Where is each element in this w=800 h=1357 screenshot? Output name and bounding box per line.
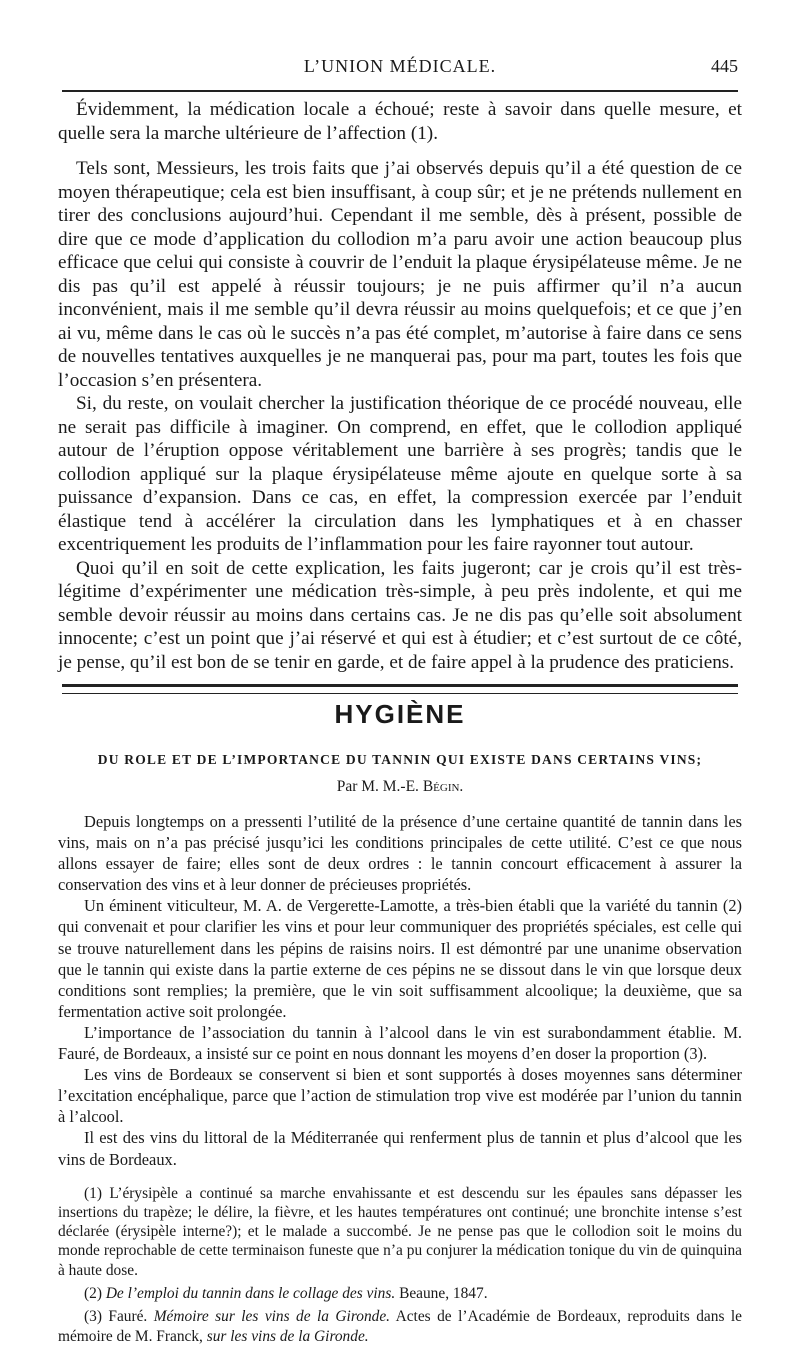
footnote-2 (58, 1284, 742, 1303)
paragraph: Si, du reste, on voulait chercher la justification théorique de ce procédé nouveau, elle ne serait pas difficile à imaginer. On comprend, en effet, que le collodion appliqué autour de l’éruption oppose véritablement une barrière à ses progrès; tandis que le collodion appliqué sur la plaque érysipélateuse même ajoute en quelque sorte à sa puissance d’expansion. Dans ce cas, en effet, la compression exercée par l’enduit élastique tend à accélérer la circulation dans les lymphatiques et à en chasser excentriquement les produits de l’inflammation pour les faire rayonner tout autour. (58, 393, 742, 555)
footnotes (58, 1184, 742, 1346)
intro-text (58, 98, 742, 674)
paragraph: Évidemment, la médication locale a échoué; reste à savoir dans quelle mesure, et quelle sera la marche ultérieure de l’affection (1). (58, 99, 742, 144)
header-rule (62, 90, 738, 92)
section-divider (62, 684, 738, 694)
running-title: L’UNION MÉDICALE. (303, 56, 497, 76)
footnote-1: (1) L’érysipèle a continué sa marche envahissante et est descendu sur les épaules sans dépasser les insertions du trapèze; le délire, la fièvre, et les hautes températures ont continué; une bronchite intense s’est déclarée (érysipèle interne?); et le malade a succombé. Je ne pense pas que le collodion soit le moins du monde reprochable de cette terminaison funeste que n’a pu conjurer la médication tonique du vin de quinquina à haute dose. (58, 1184, 742, 1279)
paragraph: Tels sont, Messieurs, les trois faits que j’ai observés depuis qu’il a été question de ce moyen thérapeutique; cela est bien insuffisant, à coup sûr; et je ne prétends nullement en tirer des conclusions aujourd’hui. Cependant il me semble, dès à présent, possible de dire que ce mode d’application du collodion m’a paru avoir une action beaucoup plus efficace que celui qui consiste à couvrir de l’enduit la plaque érysipélateuse même. Je ne dis pas qu’il est appelé à réussir toujours; je ne puis affirmer qu’il n’a aucun inconvénient, mais il me semble qu’il devra réussir au moins quelquefois; et ce que j’en ai vu, même dans le cas où le succès n’a pas été complet, m’autorise à faire dans ce sens de nouvelles tentatives auxquelles je ne manquerai pas, pour ma part, toutes les fois que l’occasion s’en présentera. (58, 158, 742, 391)
footnote-3-title: Mémoire sur les vins de la Gironde. (153, 1308, 391, 1326)
hygiene-section (58, 697, 742, 1346)
footnote-3-number: (3) Fauré. (84, 1308, 148, 1326)
paragraph: Quoi qu’il en soit de cette explication, les faits jugeront; car je crois qu’il est très-légitime d’expérimenter une médication très-simple, à peu près indolente, et qui me semble devoir réussir au moins dans certains cas. Je ne dis pas qu’elle soit absolument innocente; c’est un point que j’ai réservé et qui est à étudier; et c’est surtout de ce côté, je pense, qu’il est bon de se tenir en garde, et de faire appel à la prudence des praticiens. (58, 557, 742, 673)
footnote-3-title2: sur les vins de la Gironde. (206, 1327, 369, 1345)
page-header (62, 56, 738, 86)
article-body (58, 811, 742, 1170)
page-number: 445 (711, 56, 738, 76)
footnote-2-rest: Beaune, 1847. (399, 1285, 488, 1303)
paragraph: Les vins de Bordeaux se conservent si bien et sont supportés à doses moyennes sans déterminer l’excitation encéphalique, parce que l’action de stimulation trop vive est modérée par l’union du tannin à l’alcool. (58, 1065, 742, 1127)
paragraph: Il est des vins du littoral de la Méditerranée qui renferment plus de tannin et plus d’alcool que les vins de Bordeaux. (58, 1128, 742, 1169)
author-prefix: Par M. M.-E. (336, 778, 419, 795)
footnote-3 (58, 1307, 742, 1346)
paragraph: Un éminent viticulteur, M. A. de Vergerette-Lamotte, a très-bien établi que la variété du tannin (2) qui convenait et pour clarifier les vins et pour leur communiquer des propriétés spéciales, est celle qui se trouve naturellement dans les pépins de raisins noirs. Il est démontré par une unanime observation que le tannin qui existe dans la partie externe de ces pépins ne se dissout dans le vin que lorsque deux conditions sont remplies; la première, que le vin soit suffisamment alcoolique; la deuxième, que sa fermentation active soit prolongée. (58, 896, 742, 1021)
footnote-2-number: (2) (84, 1285, 102, 1303)
article-author (58, 777, 742, 797)
article-title: DU ROLE ET DE L’IMPORTANCE DU TANNIN QUI EXISTE DANS CERTAINS VINS; (97, 752, 703, 767)
footnote-2-title: De l’emploi du tannin dans le collage des vins. (105, 1285, 396, 1303)
author-name: Bégin. (422, 778, 464, 795)
paragraph: L’importance de l’association du tannin à l’alcool dans le vin est surabondamment établie. M. Fauré, de Bordeaux, a insisté sur ce point en nous donnant les moyens d’en doser la proportion (3). (58, 1022, 742, 1064)
footnote-3-mid: Actes de l’Académie de Bordeaux, reproduits dans le mémoire de M. Franck, (58, 1308, 742, 1345)
paragraph: Depuis longtemps on a pressenti l’utilité de la présence d’une certaine quantité de tannin dans les vins, mais on n’a pas précisé jusqu’ici les conditions principales de cette utilité. C’est ce que nous allons essayer de faire; elles sont de deux ordres : le tannin concourt efficacement à assurer la conservation des vins et à leur donner de précieuses propriétés. (58, 812, 742, 895)
section-title: HYGIÈNE (334, 699, 466, 729)
